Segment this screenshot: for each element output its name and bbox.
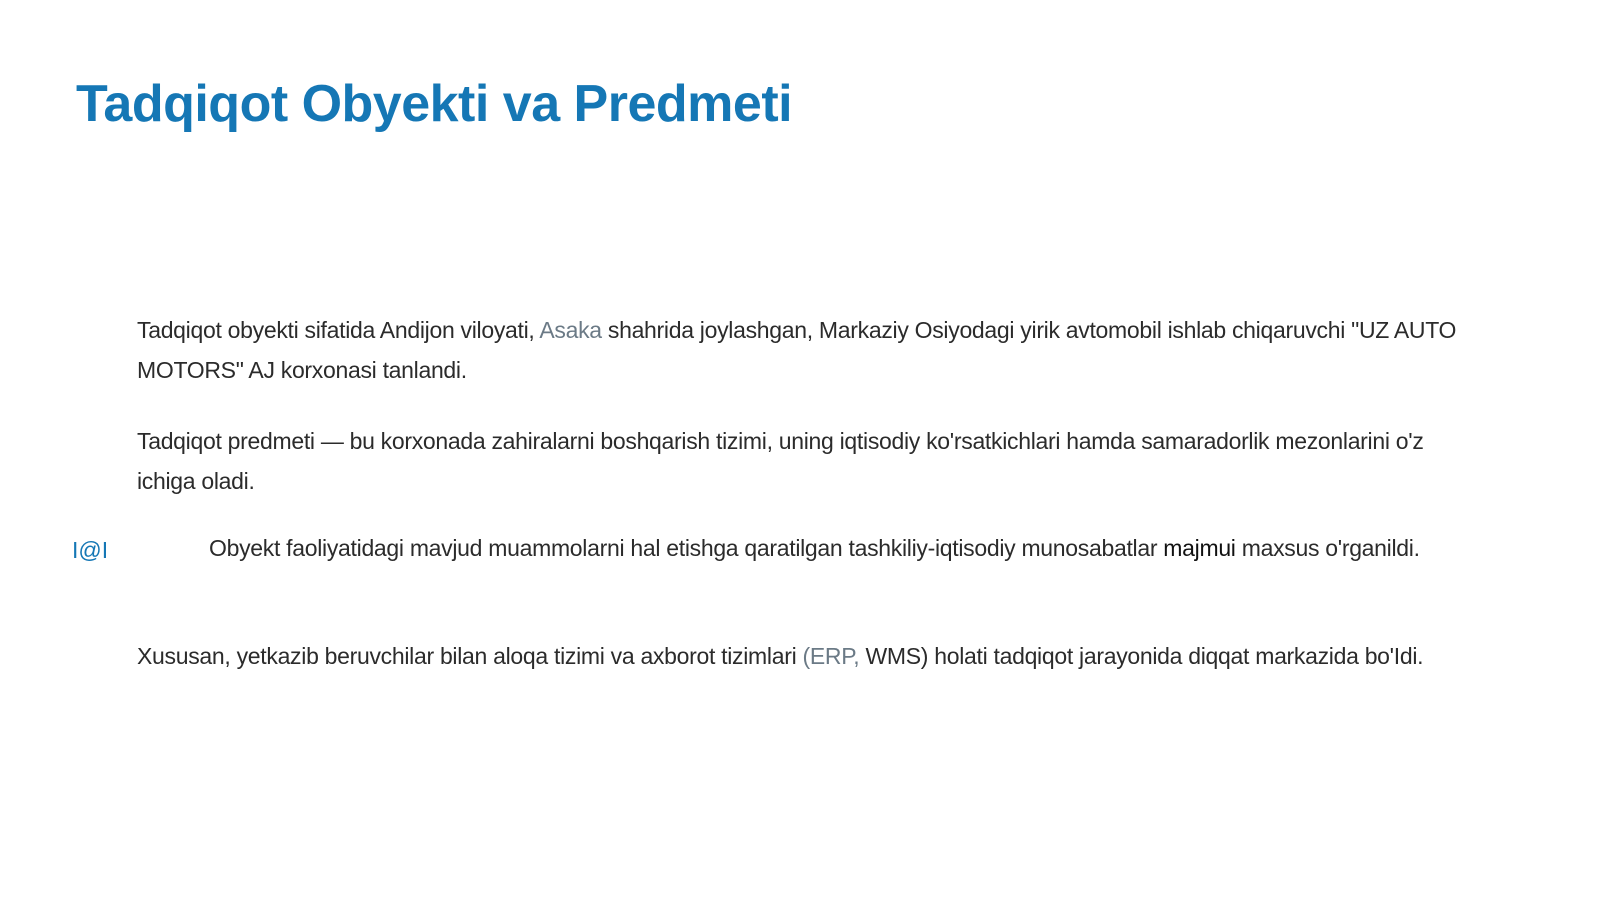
paragraph-research-subject: Tadqiqot predmeti — bu korxonada zahiralarni boshqarish tizimi, uning iqtisodiy ko'rsatkichlari hamda samaradorlik mezonlarini o'z ichiga oladi.: [137, 428, 1424, 494]
paragraph-text: shahrida joylashgan, Markaziy Osiyodagi yirik avtomobil ishlab chiqaruvchi "UZ AUTO MOTORS" AJ korxonasi tanlandi.: [137, 317, 1457, 383]
paragraph-problems: [137, 531, 1477, 565]
slide-title: Tadqiqot Obyekti va Predmeti: [76, 75, 793, 133]
highlight-text: Asaka: [539, 317, 602, 343]
paragraph-text: Xususan, yetkazib beruvchilar bilan aloqa tizimi va axborot tizimlari: [137, 643, 803, 669]
highlight-text: (ERP,: [802, 643, 860, 669]
paragraph-text: maxsus o'rganildi.: [1235, 535, 1420, 561]
paragraph-systems: [137, 636, 1477, 676]
paragraph-text: Obyekt faoliyatidagi mavjud muammolarni hal etishga qaratilgan tashkiliy-iqtisodiy munosabatlar: [209, 535, 1164, 561]
highlight-text: majmui: [1163, 535, 1236, 561]
paragraph-text: Tadqiqot obyekti sifatida Andijon viloyati,: [137, 317, 540, 343]
paragraph-text: WMS) holati tadqiqot jarayonida diqqat markazida bo'Idi.: [859, 643, 1424, 669]
list-marker: I@I: [72, 537, 109, 563]
paragraph-research-object: [137, 310, 1477, 390]
